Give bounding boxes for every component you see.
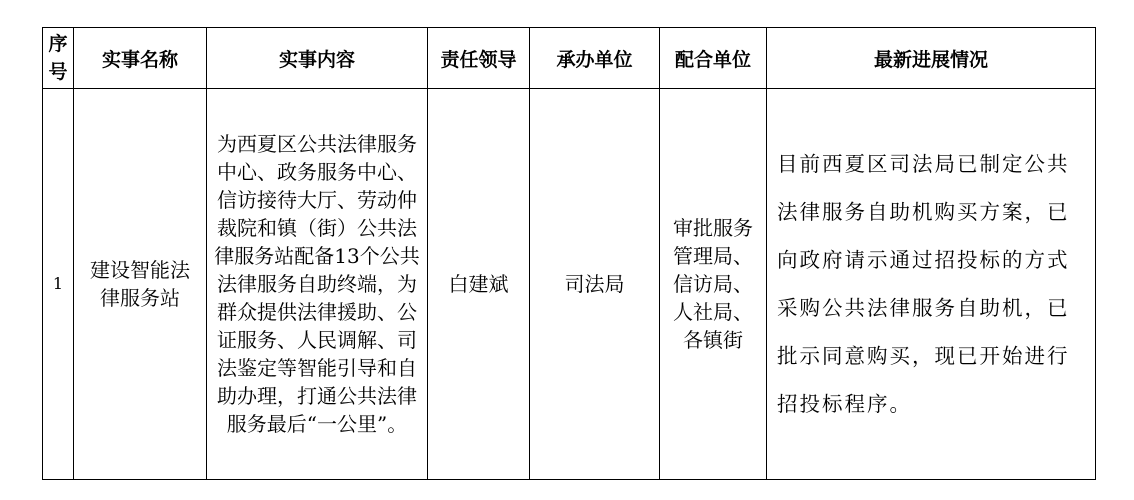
header-leader: 责任领导 <box>428 28 530 89</box>
cell-coop-unit: 审批服务管理局、信访局、人社局、各镇街 <box>660 89 767 480</box>
table-header-row <box>43 28 1096 89</box>
cell-progress: 目前西夏区司法局已制定公共法律服务自助机购买方案，已向政府请示通过招投标的方式采购公共法律服务自助机，已批示同意购买，现已开始进行招投标程序。 <box>767 89 1096 480</box>
header-lead-unit: 承办单位 <box>530 28 660 89</box>
header-content: 实事内容 <box>207 28 428 89</box>
header-name: 实事名称 <box>74 28 207 89</box>
cell-leader: 白建斌 <box>428 89 530 480</box>
table-row <box>43 89 1096 480</box>
header-coop-unit: 配合单位 <box>660 28 767 89</box>
header-progress: 最新进展情况 <box>767 28 1096 89</box>
cell-lead-unit: 司法局 <box>530 89 660 480</box>
cell-index: 1 <box>43 89 74 480</box>
cell-content: 为西夏区公共法律服务中心、政务服务中心、信访接待大厅、劳动仲裁院和镇（街）公共法律服务站配备13个公共法律服务自助终端，为群众提供法律援助、公证服务、人民调解、司法鉴定等智能引导和自助办理，打通公共法律服务最后“一公里”。 <box>207 89 428 480</box>
work-progress-table <box>42 27 1096 480</box>
cell-name: 建设智能法律服务站 <box>74 89 207 480</box>
header-index: 序号 <box>43 28 74 89</box>
